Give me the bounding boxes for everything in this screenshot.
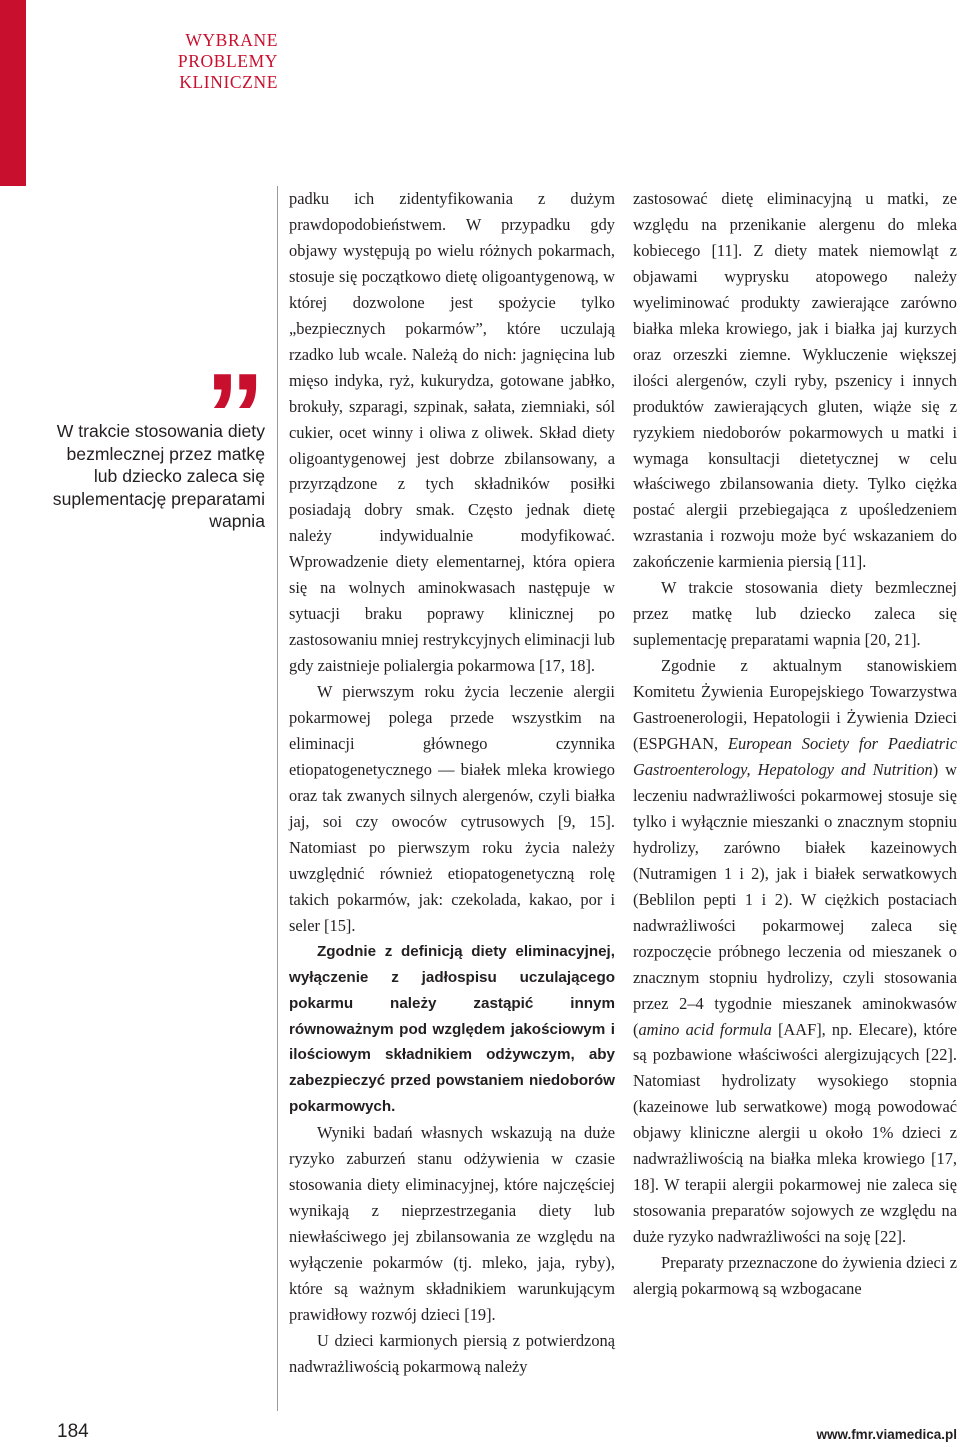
highlight-paragraph: Zgodnie z definicją diety eliminacyjnej, wyłączenie z jadłospisu uczulającego pokarmu należy zastąpić innym równoważnym pod względem jakościowym i ilościowym składnikiem odżywczym, aby zabezpieczyć przed powstaniem niedoborów pokarmowych. [289, 942, 615, 1116]
section-color-bar [0, 0, 26, 186]
text-run: Zgodnie z aktualnym stanowiskiem Komitetu Żywienia Europejskiego Towarzystwa Gastroenerologii, Hepatologii i Żywienia Dzieci (ESPGHAN, [633, 656, 957, 754]
text-column-left [289, 186, 615, 1380]
page-number: 184 [57, 1421, 89, 1442]
section-label-line-2: PROBLEMY [177, 51, 278, 71]
text-column-right [633, 186, 957, 1302]
italic-run: European Society for Paediatric Gastroenterology, Hepatology and Nutrition [633, 734, 958, 779]
paragraph: Wyniki badań własnych wskazują na duże ryzyko zaburzeń stanu odżywienia w czasie stosowania diety eliminacyjnej, które najczęściej wynikają z nieprzestrzegania diety lub niewłaściwego jej zbilansowania ze względu na wyłączenie pokarmów (tj. mleko, jaja, ryby), które są ważnym składnikiem warunkującym prawidłowy rozwój dzieci [19]. [289, 1123, 615, 1324]
section-label-line-3: KLINICZNE [179, 72, 278, 92]
section-label-line-1: WYBRANE [185, 30, 278, 50]
paragraph: Preparaty przeznaczone do żywienia dzieci z alergią pokarmową są wzbogacane [633, 1253, 957, 1299]
paragraph [633, 653, 957, 1250]
italic-run: amino acid formula [638, 1019, 772, 1039]
paragraph: W trakcie stosowania diety bezmlecznej przez matkę lub dziecko zaleca się suplementację preparatami wapnia [20, 21]. [633, 578, 957, 650]
website-link[interactable]: www.fmr.viamedica.pl [816, 1427, 957, 1442]
text-run: ) w leczeniu nadwrażliwości pokarmowej stosuje się tylko i wyłącznie mieszanki o znacznym stopniu hydrolizy, zarówno białek kazeinowych (Nutramigen 1 i 2), jak i białek serwatkowych (Beblilon pepti 1 i 2). W ciężkich postaciach nadwrażliwości pokarmowej zaleca się rozpoczęcie próbnego leczenia od mieszanek o znacznym stopniu hydrolizy, czyli stosowania przez 2–4 tygodnie mieszanek aminokwasów ( [633, 759, 957, 1039]
paragraph: W pierwszym roku życia leczenie alergii pokarmowej polega przede wszystkim na eliminacji głównego czynnika etiopatogenetycznego — białek mleka krowiego oraz tak zwanych silnych alergenów, czyli białka jaj, soi czy owoców cytrusowych [9, 15]. Natomiast po pierwszym roku życia należy uwzględnić również etiopatogenetyczną rolę takich pokarmów, jak: czekolada, kakao, por i seler [15]. [289, 682, 615, 935]
quote-mark-icon: ” [205, 349, 259, 483]
paragraph: U dzieci karmionych piersią z potwierdzoną nadwrażliwością pokarmową należy [289, 1330, 615, 1376]
paragraph: zastosować dietę eliminacyjną u matki, ze względu na przenikanie alergenu do mleka kobiecego [11]. Z diety matek niemowląt z objawami wyprysku atopowego należy wyeliminować produkty zawierające zarówno białka mleka krowiego, jak i białka jaj kurzych oraz orzeszki ziemne. Wykluczenie większej ilości alergenów, czyli ryby, pszenicy i innych produktów zawierających gluten, wiąże się z ryzykiem niedoborów pokarmowych u matki i wymaga konsultacji dietetycznej w celu właściwego zbilansowania diety. Tylko ciężka postać alergii przebiegająca z upośledzeniem wzrastania i rozwoju może być wskazaniem do zakończenie karmienia piersią [11]. [633, 189, 957, 572]
section-label [130, 30, 278, 93]
text-run: [AAF], np. Elecare), które są pozbawione właściwości alergizujących [22]. Natomiast hydrolizaty wysokiego stopnia (kazeinowe lub serwatkowe) mogą powodować objawy kliniczne alergii u około 1% dzieci z nadwrażliwością na białka mleka krowiego [17, 18]. W terapii alergii pokarmowej nie zaleca się stosowania preparatów sojowych ze względu na duże ryzyko nadwrażliwości na soję [22]. [633, 1019, 957, 1247]
pullquote: W trakcie stosowania diety bezmlecznej przez matkę lub dziecko zaleca się suplementację preparatami wapnia [52, 421, 265, 531]
paragraph: padku ich zidentyfikowania z dużym prawdopodobieństwem. W przypadku gdy objawy występują po wielu różnych pokarmach, stosuje się początkowo dietę oligoantygenową, w której dozwolone jest spożycie tylko „bezpiecznych pokarmów”, które uczulają rzadko lub wcale. Należą do nich: jagnięcina lub mięso indyka, ryż, kukurydza, gotowane jabłko, brokuły, szparagi, szpinak, sałata, ziemniaki, sól cukier, ocet winny i oliwa z oliwek. Skład diety oligoantygenowej jest dobrze zbilansowany, a przyrządzone z tych składników posiłki posiadają dobry smak. Często jednak dietę należy indywidualnie modyfikować. Wprowadzenie diety elementarnej, która opiera się na wolnych aminokwasach następuje w sytuacji braku poprawy klinicznej po zastosowaniu mniej restrykcyjnych eliminacji lub gdy zaistnieje polialergia pokarmowa [17, 18]. [289, 189, 615, 676]
column-divider [277, 186, 278, 1411]
